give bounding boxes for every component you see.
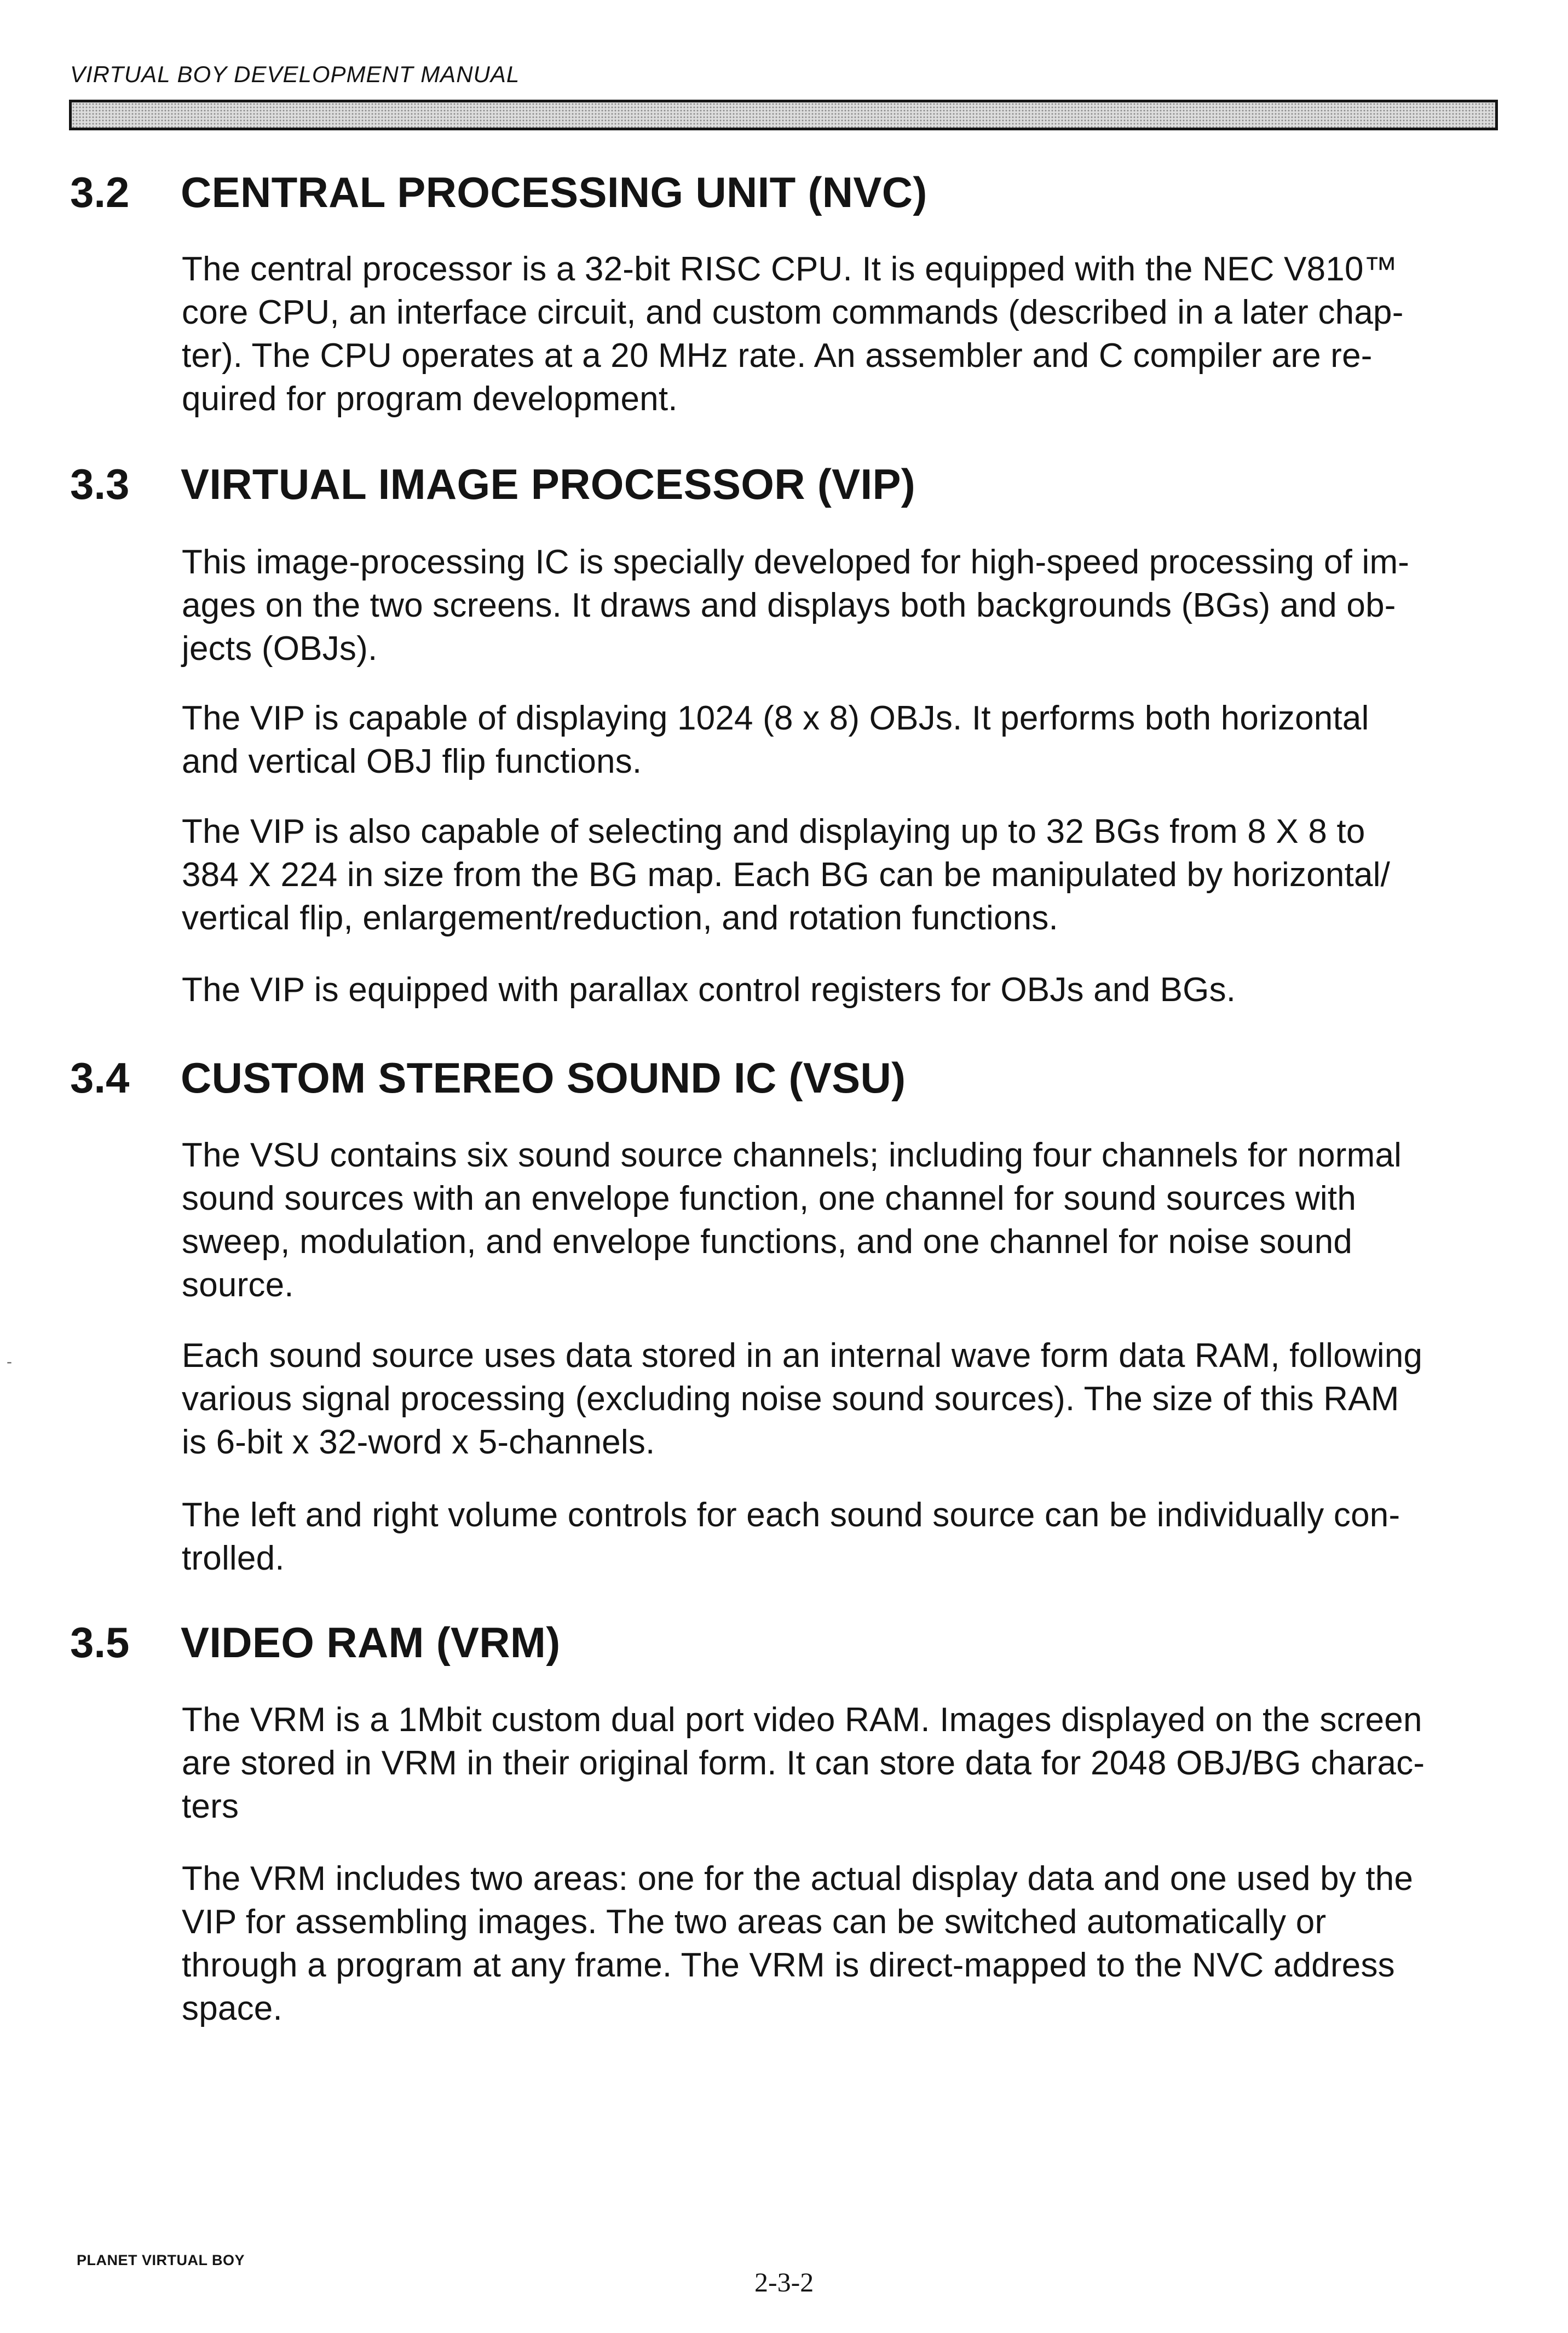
text-line: The VIP is equipped with parallax control registers for OBJs and BGs. (182, 971, 1236, 1009)
paragraph (182, 1134, 1499, 1307)
text-line: various signal processing (excluding noise sound sources). The size of this RAM (182, 1380, 1399, 1418)
text-line: jects (OBJs). (182, 630, 378, 668)
section-title: CENTRAL PROCESSING UNIT (NVC) (181, 168, 927, 216)
paragraph (182, 968, 1499, 1012)
paragraph (182, 1698, 1499, 1828)
text-line: vertical flip, enlargement/reduction, and rotation functions. (182, 899, 1058, 937)
section-number: 3.3 (70, 460, 130, 508)
text-line: is 6-bit x 32-word x 5-channels. (182, 1423, 655, 1461)
paragraph (182, 697, 1499, 783)
text-line: The VRM is a 1Mbit custom dual port video RAM. Images displayed on the screen (182, 1701, 1422, 1739)
text-line: The VRM includes two areas: one for the actual display data and one used by the (182, 1860, 1414, 1898)
text-line: quired for program development. (182, 380, 678, 418)
text-line: The VSU contains six sound source channels; including four channels for normal (182, 1136, 1402, 1174)
text-line: source. (182, 1266, 294, 1304)
text-line: The VIP is also capable of selecting and displaying up to 32 BGs from 8 X 8 to (182, 813, 1365, 851)
section-number: 3.5 (70, 1618, 130, 1667)
text-line: sound sources with an envelope function, one channel for sound sources with (182, 1180, 1357, 1217)
text-line: are stored in VRM in their original form. It can store data for 2048 OBJ/BG charac- (182, 1744, 1425, 1782)
text-line: trolled. (182, 1539, 285, 1577)
text-line: Each sound source uses data stored in an internal wave form data RAM, following (182, 1337, 1423, 1375)
paragraph (182, 810, 1499, 940)
running-header: VIRTUAL BOY DEVELOPMENT MANUAL (70, 61, 520, 87)
section-title: VIRTUAL IMAGE PROCESSOR (VIP) (181, 460, 916, 508)
text-line: and vertical OBJ flip functions. (182, 743, 642, 780)
section-title: VIDEO RAM (VRM) (181, 1618, 561, 1667)
section-number: 3.4 (70, 1054, 130, 1102)
text-line: through a program at any frame. The VRM is direct-mapped to the NVC address (182, 1946, 1395, 1984)
text-line: This image-processing IC is specially developed for high-speed processing of im- (182, 543, 1410, 581)
paragraph (182, 541, 1499, 670)
section-title: CUSTOM STEREO SOUND IC (VSU) (181, 1054, 906, 1102)
text-line: space. (182, 1990, 283, 2027)
text-line: ter). The CPU operates at a 20 MHz rate. An assembler and C compiler are re- (182, 337, 1373, 375)
text-line: ters (182, 1788, 239, 1825)
footer-publisher: PLANET VIRTUAL BOY (77, 2252, 245, 2268)
paragraph (182, 248, 1499, 421)
section-number: 3.2 (70, 168, 130, 216)
paragraph (182, 1493, 1499, 1580)
text-line: VIP for assembling images. The two areas can be switched automatically or (182, 1903, 1327, 1941)
text-line: The VIP is capable of displaying 1024 (8 x 8) OBJs. It performs both horizontal (182, 699, 1369, 737)
paragraph (182, 1857, 1499, 2030)
text-line: core CPU, an interface circuit, and custom commands (described in a later chap- (182, 294, 1404, 331)
margin-mark: - (7, 1353, 12, 1371)
text-line: sweep, modulation, and envelope functions, and one channel for noise sound (182, 1223, 1353, 1261)
text-line: The central processor is a 32-bit RISC CPU. It is equipped with the NEC V810™ (182, 250, 1398, 288)
paragraph (182, 1334, 1499, 1464)
page-number: 2-3-2 (754, 2267, 814, 2297)
text-line: ages on the two screens. It draws and displays both backgrounds (BGs) and ob- (182, 587, 1396, 624)
text-line: The left and right volume controls for each sound source can be individually con- (182, 1496, 1400, 1534)
text-line: 384 X 224 in size from the BG map. Each BG can be manipulated by horizontal/ (182, 856, 1391, 894)
header-rule-bar (69, 100, 1498, 130)
